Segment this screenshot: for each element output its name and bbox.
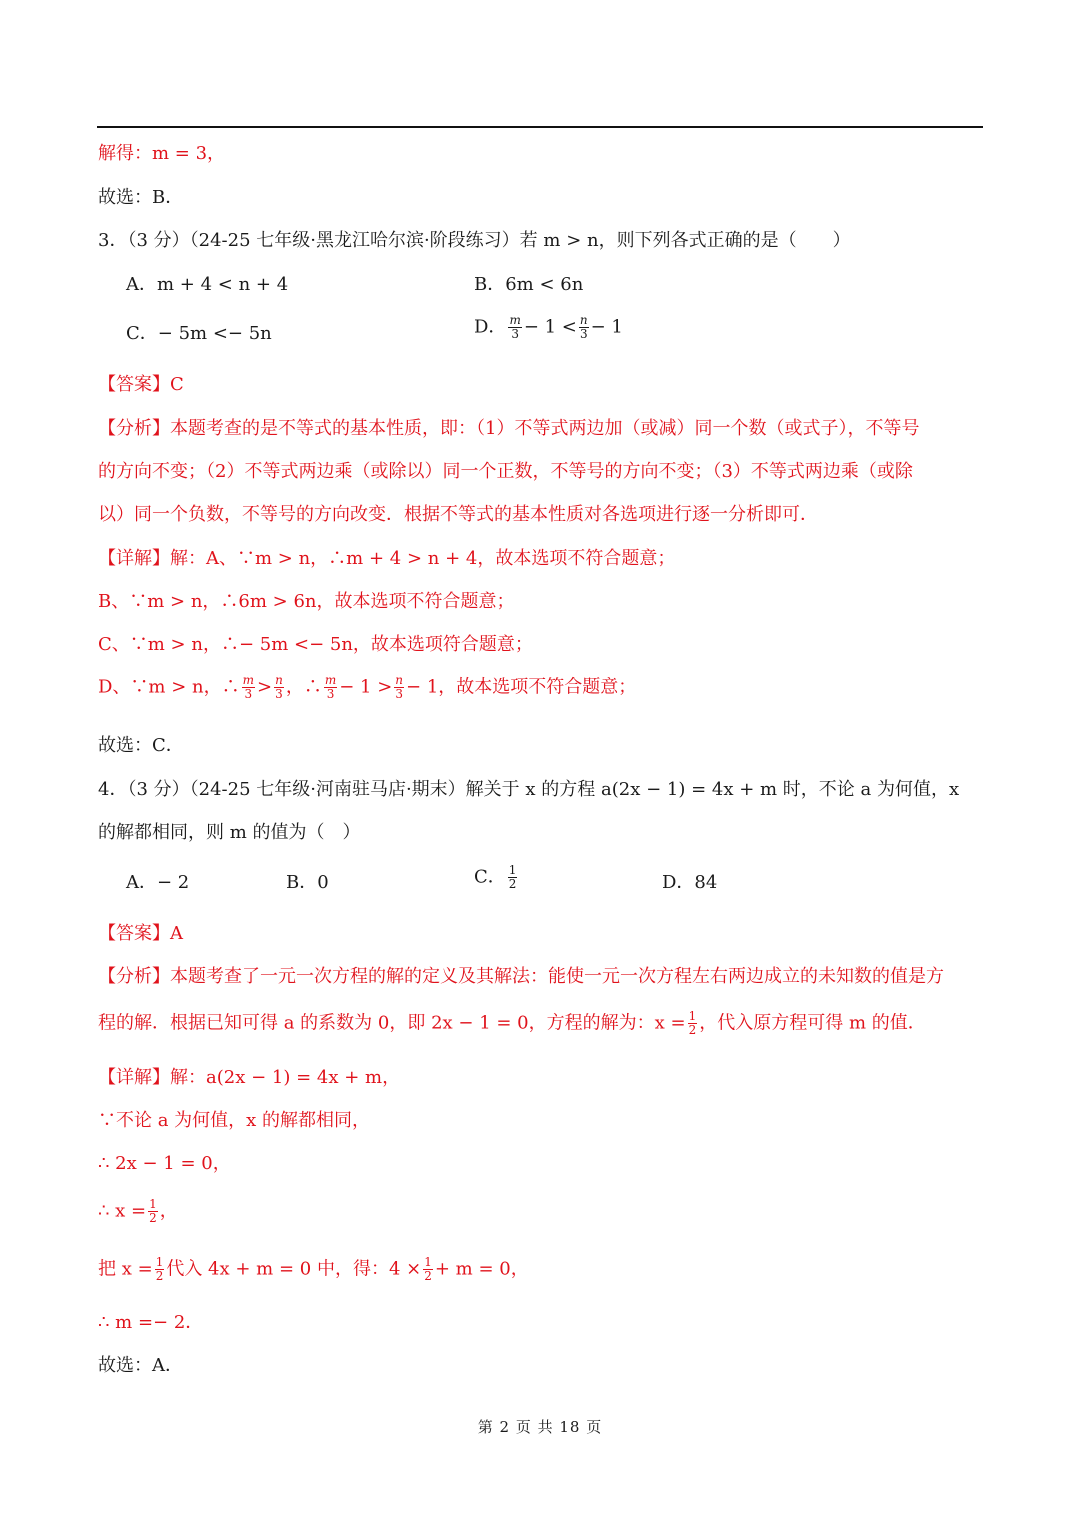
q4-detail-6: ∴ m =− 2．: [98, 1312, 204, 1333]
q3-detail-a: 【详解】解：A、∵m > n，∴m + 4 > n + 4，故本选项不符合题意；: [98, 548, 676, 569]
q4-detail-2: ∵不论 a 为何值，x 的解都相同，: [98, 1110, 371, 1131]
q3-detail-b: B、∵m > n，∴6m > 6n，故本选项不符合题意；: [98, 591, 515, 612]
q3-analysis-line-2: 的方向不变；（2）不等式两边乘（或除以）同一个正数，不等号的方向不变；（3）不等式两边乘（或除: [98, 461, 913, 482]
q3-analysis-line-3: 以）同一个负数，不等号的方向改变．根据不等式的基本性质对各选项进行逐一分析即可．: [98, 504, 818, 525]
q4-detail-1: 【详解】解：a(2x − 1) = 4x + m，: [98, 1067, 401, 1088]
q4-analysis-line-2: 程的解．根据已知可得 a 的系数为 0，即 2x − 1 = 0，方程的解为：x = $\frac{1}{2}$ ，代入原方程可得 m 的值．: [98, 1009, 926, 1037]
q4-choose: 故选：A．: [98, 1355, 183, 1376]
q4-stem-line-1: 4．（3 分）（24-25 七年级·河南驻马店·期末）解关于 x 的方程 a(2x − 1) = 4x + m 时，不论 a 为何值，x: [98, 779, 960, 800]
q3-option-a: A．m + 4 < n + 4: [126, 274, 289, 295]
header-rule: [97, 126, 983, 128]
prev-solve-line: 解得：m = 3，: [98, 143, 226, 164]
q4-option-d: D．84: [662, 872, 718, 893]
q4-analysis-line-1: 【分析】本题考查了一元一次方程的解的定义及其解法：能使一元一次方程左右两边成立的未知数的值是方: [98, 966, 944, 987]
q3-detail-c: C、∵m > n，∴− 5m <− 5n，故本选项符合题意；: [98, 634, 533, 655]
q3-answer: 【答案】C: [98, 374, 184, 395]
q4-detail-3: ∴ 2x − 1 = 0，: [98, 1153, 231, 1174]
q3-option-c: C．− 5m <− 5n: [126, 323, 272, 344]
q4-option-a: A．− 2: [126, 872, 190, 893]
q4-detail-5: 把 x = $\frac{1}{2}$ 代入 4x + m = 0 中，得：4 × $\frac{1}{2}$ + m = 0，: [98, 1255, 529, 1283]
q3-choose: 故选：C．: [98, 735, 184, 756]
q4-option-c: C． $\frac{1}{2}$: [474, 863, 517, 891]
q4-stem-line-2: 的解都相同，则 m 的值为（ ）: [98, 822, 361, 843]
q4-answer: 【答案】A: [98, 923, 183, 944]
q3-detail-d: D、∵m > n，∴ $\frac{m}{3}$ > $\frac{n}{3}$ ，∴ $\frac{m}{3}$ − 1 > $\frac{n}{3}$ − 1，故本选项不符合题意；: [98, 673, 637, 701]
page-footer: 第 2 页 共 18 页: [477, 1418, 603, 1436]
prev-choose-line: 故选：B．: [98, 187, 184, 208]
q3-option-b: B．6m < 6n: [474, 274, 584, 295]
q4-option-b: B．0: [286, 872, 329, 893]
q3-stem: 3．（3 分）（24-25 七年级·黑龙江哈尔滨·阶段练习）若 m > n，则下列各式正确的是（ ）: [98, 230, 851, 251]
q3-analysis-line-1: 【分析】本题考查的是不等式的基本性质，即：（1）不等式两边加（或减）同一个数（或式子），不等号: [98, 418, 920, 439]
q3-option-d: D． $\frac{m}{3}$ − 1 < $\frac{n}{3}$ − 1: [474, 313, 623, 341]
q4-detail-4: ∴ x = $\frac{1}{2}$ ，: [98, 1197, 178, 1225]
